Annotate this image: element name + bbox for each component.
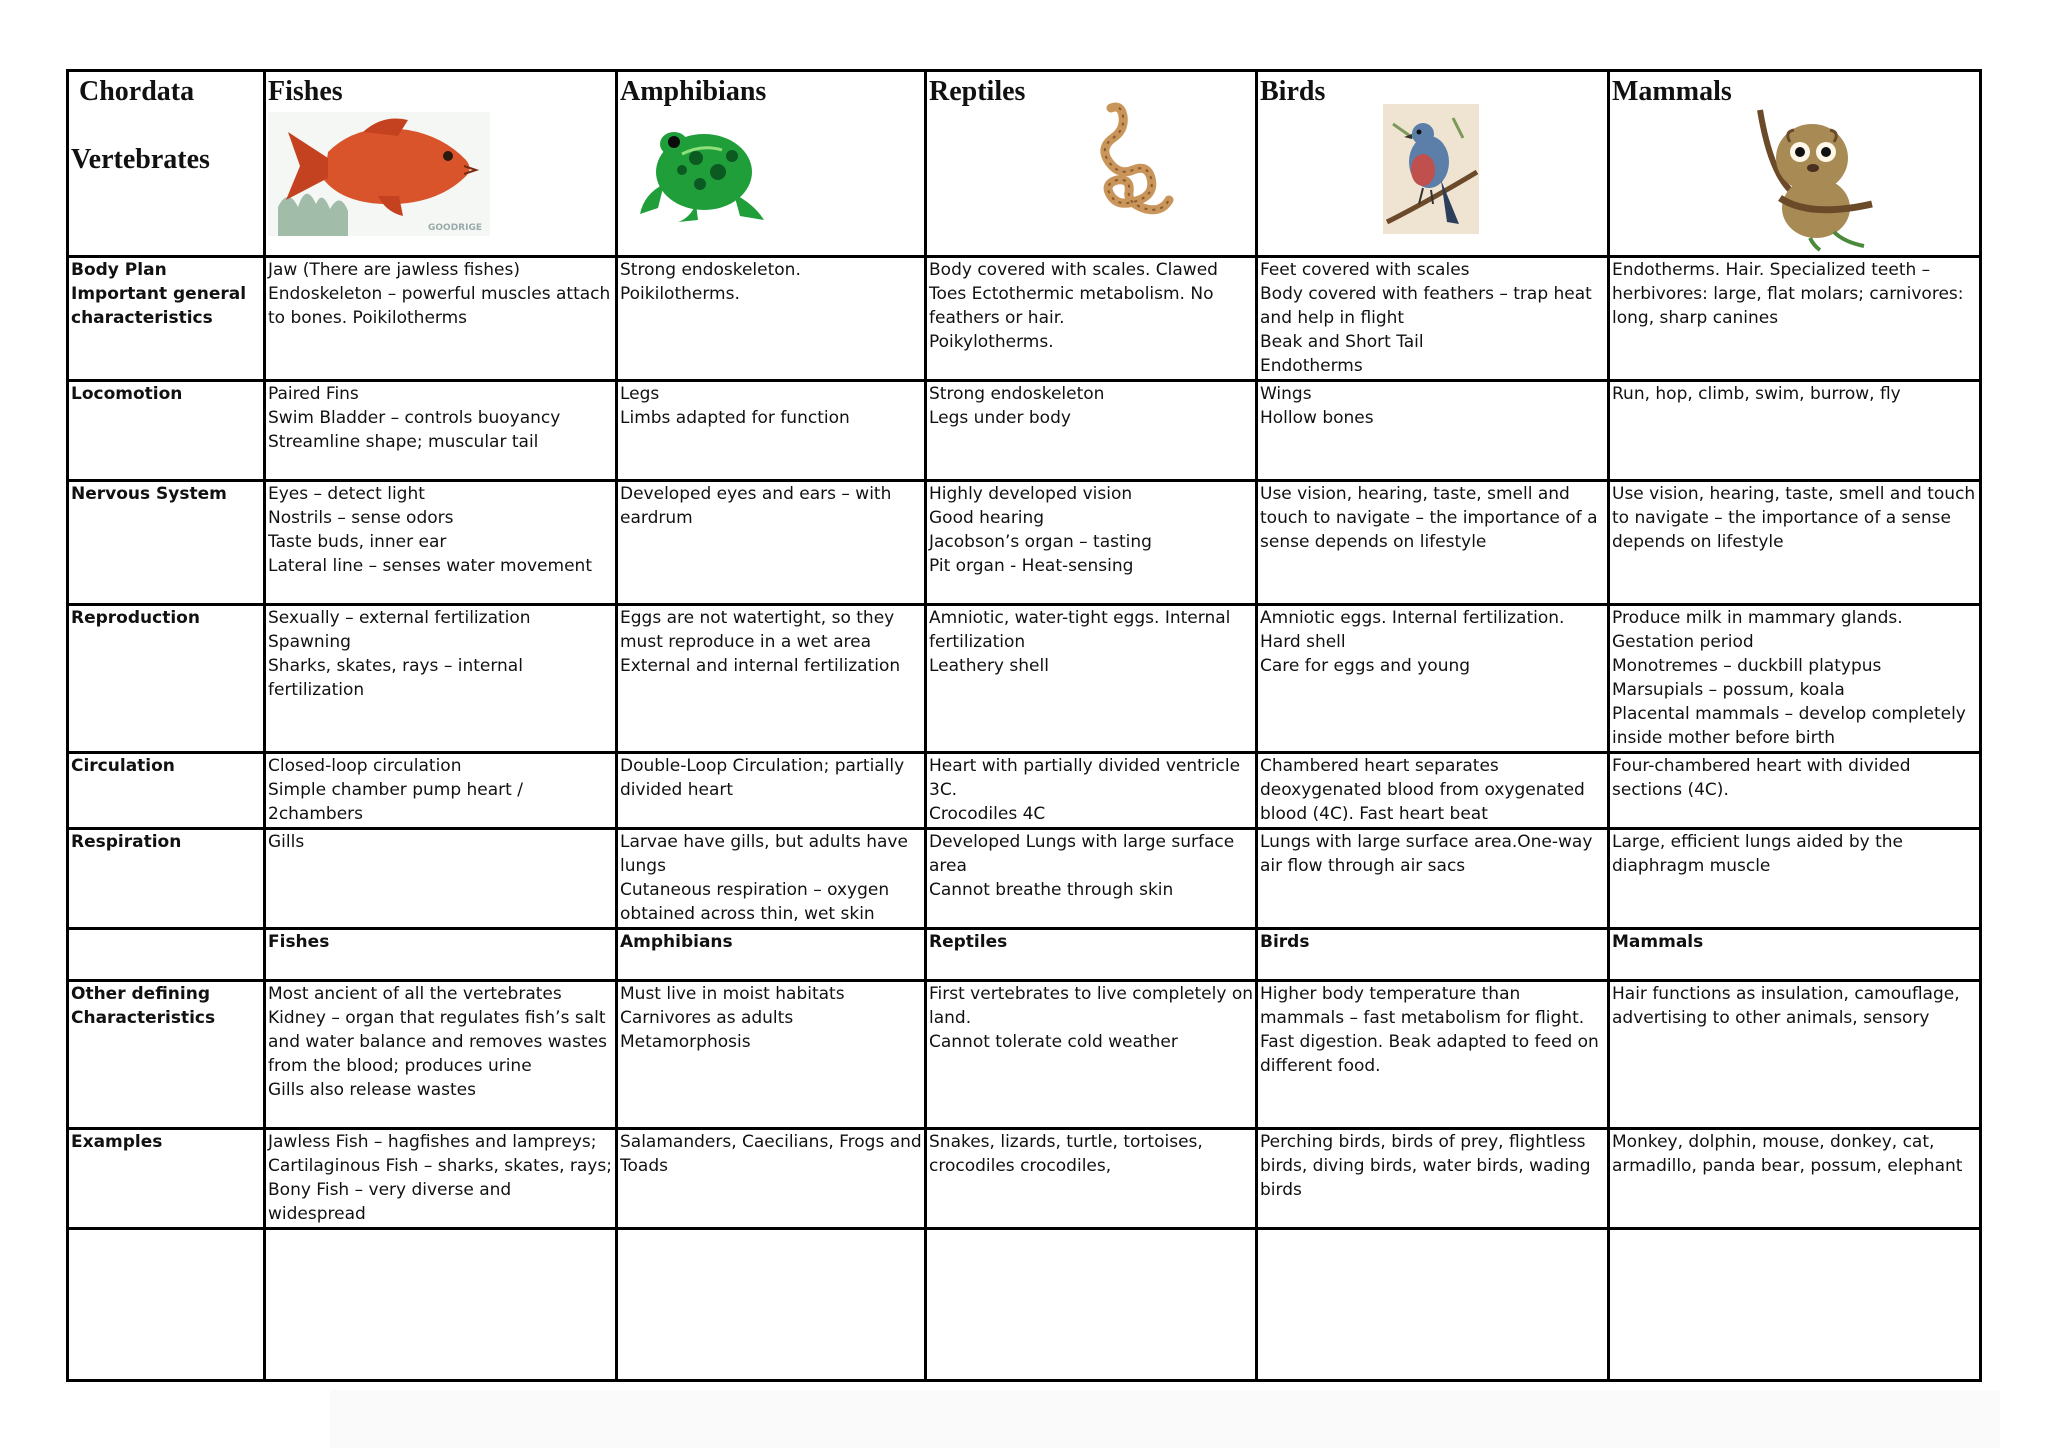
cell-body-plan-birds: Feet covered with scales Body covered with feathers – trap heat and help in flight Beak and Short Tail Endotherms [1257,257,1609,381]
row-empty [68,1229,1981,1381]
row-label-nervous-system: Nervous System [68,481,265,605]
cell-reproduction-birds: Amniotic eggs. Internal fertilization. Hard shell Care for eggs and young [1257,605,1609,753]
row-respiration [68,829,1981,929]
column-title-amphibians: Amphibians [620,76,767,107]
empty-cell [1609,1229,1981,1381]
cell-locomotion-mammals: Run, hop, climb, swim, burrow, fly [1609,381,1981,481]
column-title-mammals: Mammals [1612,76,1732,107]
row-subheader [68,929,1981,981]
row-label-body-plan: Body Plan Important general characteristics [68,257,265,381]
cell-locomotion-fishes: Paired Fins Swim Bladder – controls buoyancy Streamline shape; muscular tail [265,381,617,481]
empty-cell [617,1229,926,1381]
corner-title-chordata: Chordata [79,76,195,107]
cell-circulation-reptiles: Heart with partially divided ventricle 3C. Crocodiles 4C [926,753,1257,829]
subheader-empty-cell [68,929,265,981]
row-label-circulation: Circulation [68,753,265,829]
column-header-fishes [265,71,617,257]
corner-title-vertebrates: Vertebrates [71,144,210,175]
subheader-fishes: Fishes [265,929,617,981]
cell-circulation-mammals: Four-chambered heart with divided sections (4C). [1609,753,1981,829]
cell-examples-mammals: Monkey, dolphin, mouse, donkey, cat, armadillo, panda bear, possum, elephant [1609,1129,1981,1229]
cell-body-plan-mammals: Endotherms. Hair. Specialized teeth – herbivores: large, flat molars; carnivores: long, sharp canines [1609,257,1981,381]
cell-circulation-fishes: Closed-loop circulation Simple chamber pump heart / 2chambers [265,753,617,829]
column-header-reptiles [926,71,1257,257]
cell-examples-birds: Perching birds, birds of prey, flightless birds, diving birds, water birds, wading birds [1257,1129,1609,1229]
bird-icon [1383,104,1479,234]
subheader-reptiles: Reptiles [926,929,1257,981]
cell-respiration-reptiles: Developed Lungs with large surface area Cannot breathe through skin [926,829,1257,929]
cell-examples-fishes: Jawless Fish – hagfishes and lampreys; Cartilaginous Fish – sharks, skates, rays; Bony Fish – very diverse and widespread [265,1129,617,1229]
cell-circulation-amphibians: Double-Loop Circulation; partially divided heart [617,753,926,829]
cell-respiration-mammals: Large, efficient lungs aided by the diaphragm muscle [1609,829,1981,929]
cell-other-mammals: Hair functions as insulation, camouflage, advertising to other animals, sensory [1609,981,1981,1129]
cell-reproduction-fishes: Sexually – external fertilization Spawning Sharks, skates, rays – internal fertilization [265,605,617,753]
cell-reproduction-reptiles: Amniotic, water-tight eggs. Internal fertilization Leathery shell [926,605,1257,753]
empty-cell [265,1229,617,1381]
cell-body-plan-amphibians: Strong endoskeleton. Poikilotherms. [617,257,926,381]
column-title-reptiles: Reptiles [929,76,1026,107]
cell-other-birds: Higher body temperature than mammals – fast metabolism for flight. Fast digestion. Beak adapted to feed on different food. [1257,981,1609,1129]
empty-cell [68,1229,265,1381]
row-label-reproduction: Reproduction [68,605,265,753]
cell-other-reptiles: First vertebrates to live completely on land. Cannot tolerate cold weather [926,981,1257,1129]
empty-cell [1257,1229,1609,1381]
row-reproduction [68,605,1981,753]
cell-examples-reptiles: Snakes, lizards, turtle, tortoises, crocodiles crocodiles, [926,1129,1257,1229]
cell-other-amphibians: Must live in moist habitats Carnivores as adults Metamorphosis [617,981,926,1129]
svg-text:GOODRIGE: GOODRIGE [428,223,482,233]
cell-respiration-amphibians: Larvae have gills, but adults have lungs Cutaneous respiration – oxygen obtained across thin, wet skin [617,829,926,929]
cell-reproduction-amphibians: Eggs are not watertight, so they must reproduce in a wet area External and internal fertilization [617,605,926,753]
subheader-mammals: Mammals [1609,929,1981,981]
cell-locomotion-birds: Wings Hollow bones [1257,381,1609,481]
cell-body-plan-reptiles: Body covered with scales. Clawed Toes Ectothermic metabolism. No feathers or hair. Poikylotherms. [926,257,1257,381]
cell-respiration-birds: Lungs with large surface area.One-way air flow through air sacs [1257,829,1609,929]
column-header-amphibians [617,71,926,257]
cell-respiration-fishes: Gills [265,829,617,929]
cell-nervous-mammals: Use vision, hearing, taste, smell and touch to navigate – the importance of a sense depends on lifestyle [1609,481,1981,605]
goldfish-icon [268,112,490,236]
column-header-mammals [1609,71,1981,257]
cell-circulation-birds: Chambered heart separates deoxygenated blood from oxygenated blood (4C). Fast heart beat [1257,753,1609,829]
cell-locomotion-amphibians: Legs Limbs adapted for function [617,381,926,481]
cell-body-plan-fishes: Jaw (There are jawless fishes) Endoskeleton – powerful muscles attach to bones. Poikilotherms [265,257,617,381]
row-nervous-system [68,481,1981,605]
row-label-respiration: Respiration [68,829,265,929]
row-circulation [68,753,1981,829]
row-label-locomotion: Locomotion [68,381,265,481]
corner-cell [68,71,265,257]
row-body-plan [68,257,1981,381]
page-bottom-shade [330,1390,2000,1448]
row-label-other-characteristics: Other defining Characteristics [68,981,265,1129]
cell-nervous-fishes: Eyes – detect light Nostrils – sense odors Taste buds, inner ear Lateral line – senses water movement [265,481,617,605]
cell-nervous-amphibians: Developed eyes and ears – with eardrum [617,481,926,605]
row-locomotion [68,381,1981,481]
subheader-birds: Birds [1257,929,1609,981]
cell-locomotion-reptiles: Strong endoskeleton Legs under body [926,381,1257,481]
row-label-examples: Examples [68,1129,265,1229]
cell-other-fishes: Most ancient of all the vertebrates Kidney – organ that regulates fish’s salt and water balance and removes wastes from the blood; produces urine Gills also release wastes [265,981,617,1129]
column-title-fishes: Fishes [268,76,343,107]
column-title-birds: Birds [1260,76,1326,107]
row-other-characteristics [68,981,1981,1129]
frog-icon [634,114,770,224]
subheader-amphibians: Amphibians [617,929,926,981]
header-row [68,71,1981,257]
cell-examples-amphibians: Salamanders, Caecilians, Frogs and Toads [617,1129,926,1229]
cell-nervous-reptiles: Highly developed vision Good hearing Jacobson’s organ – tasting Pit organ - Heat-sensing [926,481,1257,605]
row-examples [68,1129,1981,1229]
empty-cell [926,1229,1257,1381]
loris-icon [1750,102,1880,252]
vertebrate-comparison-table [66,69,1982,1382]
snake-icon [1093,102,1177,238]
cell-nervous-birds: Use vision, hearing, taste, smell and touch to navigate – the importance of a sense depends on lifestyle [1257,481,1609,605]
cell-reproduction-mammals: Produce milk in mammary glands. Gestation period Monotremes – duckbill platypus Marsupials – possum, koala Placental mammals – develop completely inside mother before birth [1609,605,1981,753]
column-header-birds [1257,71,1609,257]
